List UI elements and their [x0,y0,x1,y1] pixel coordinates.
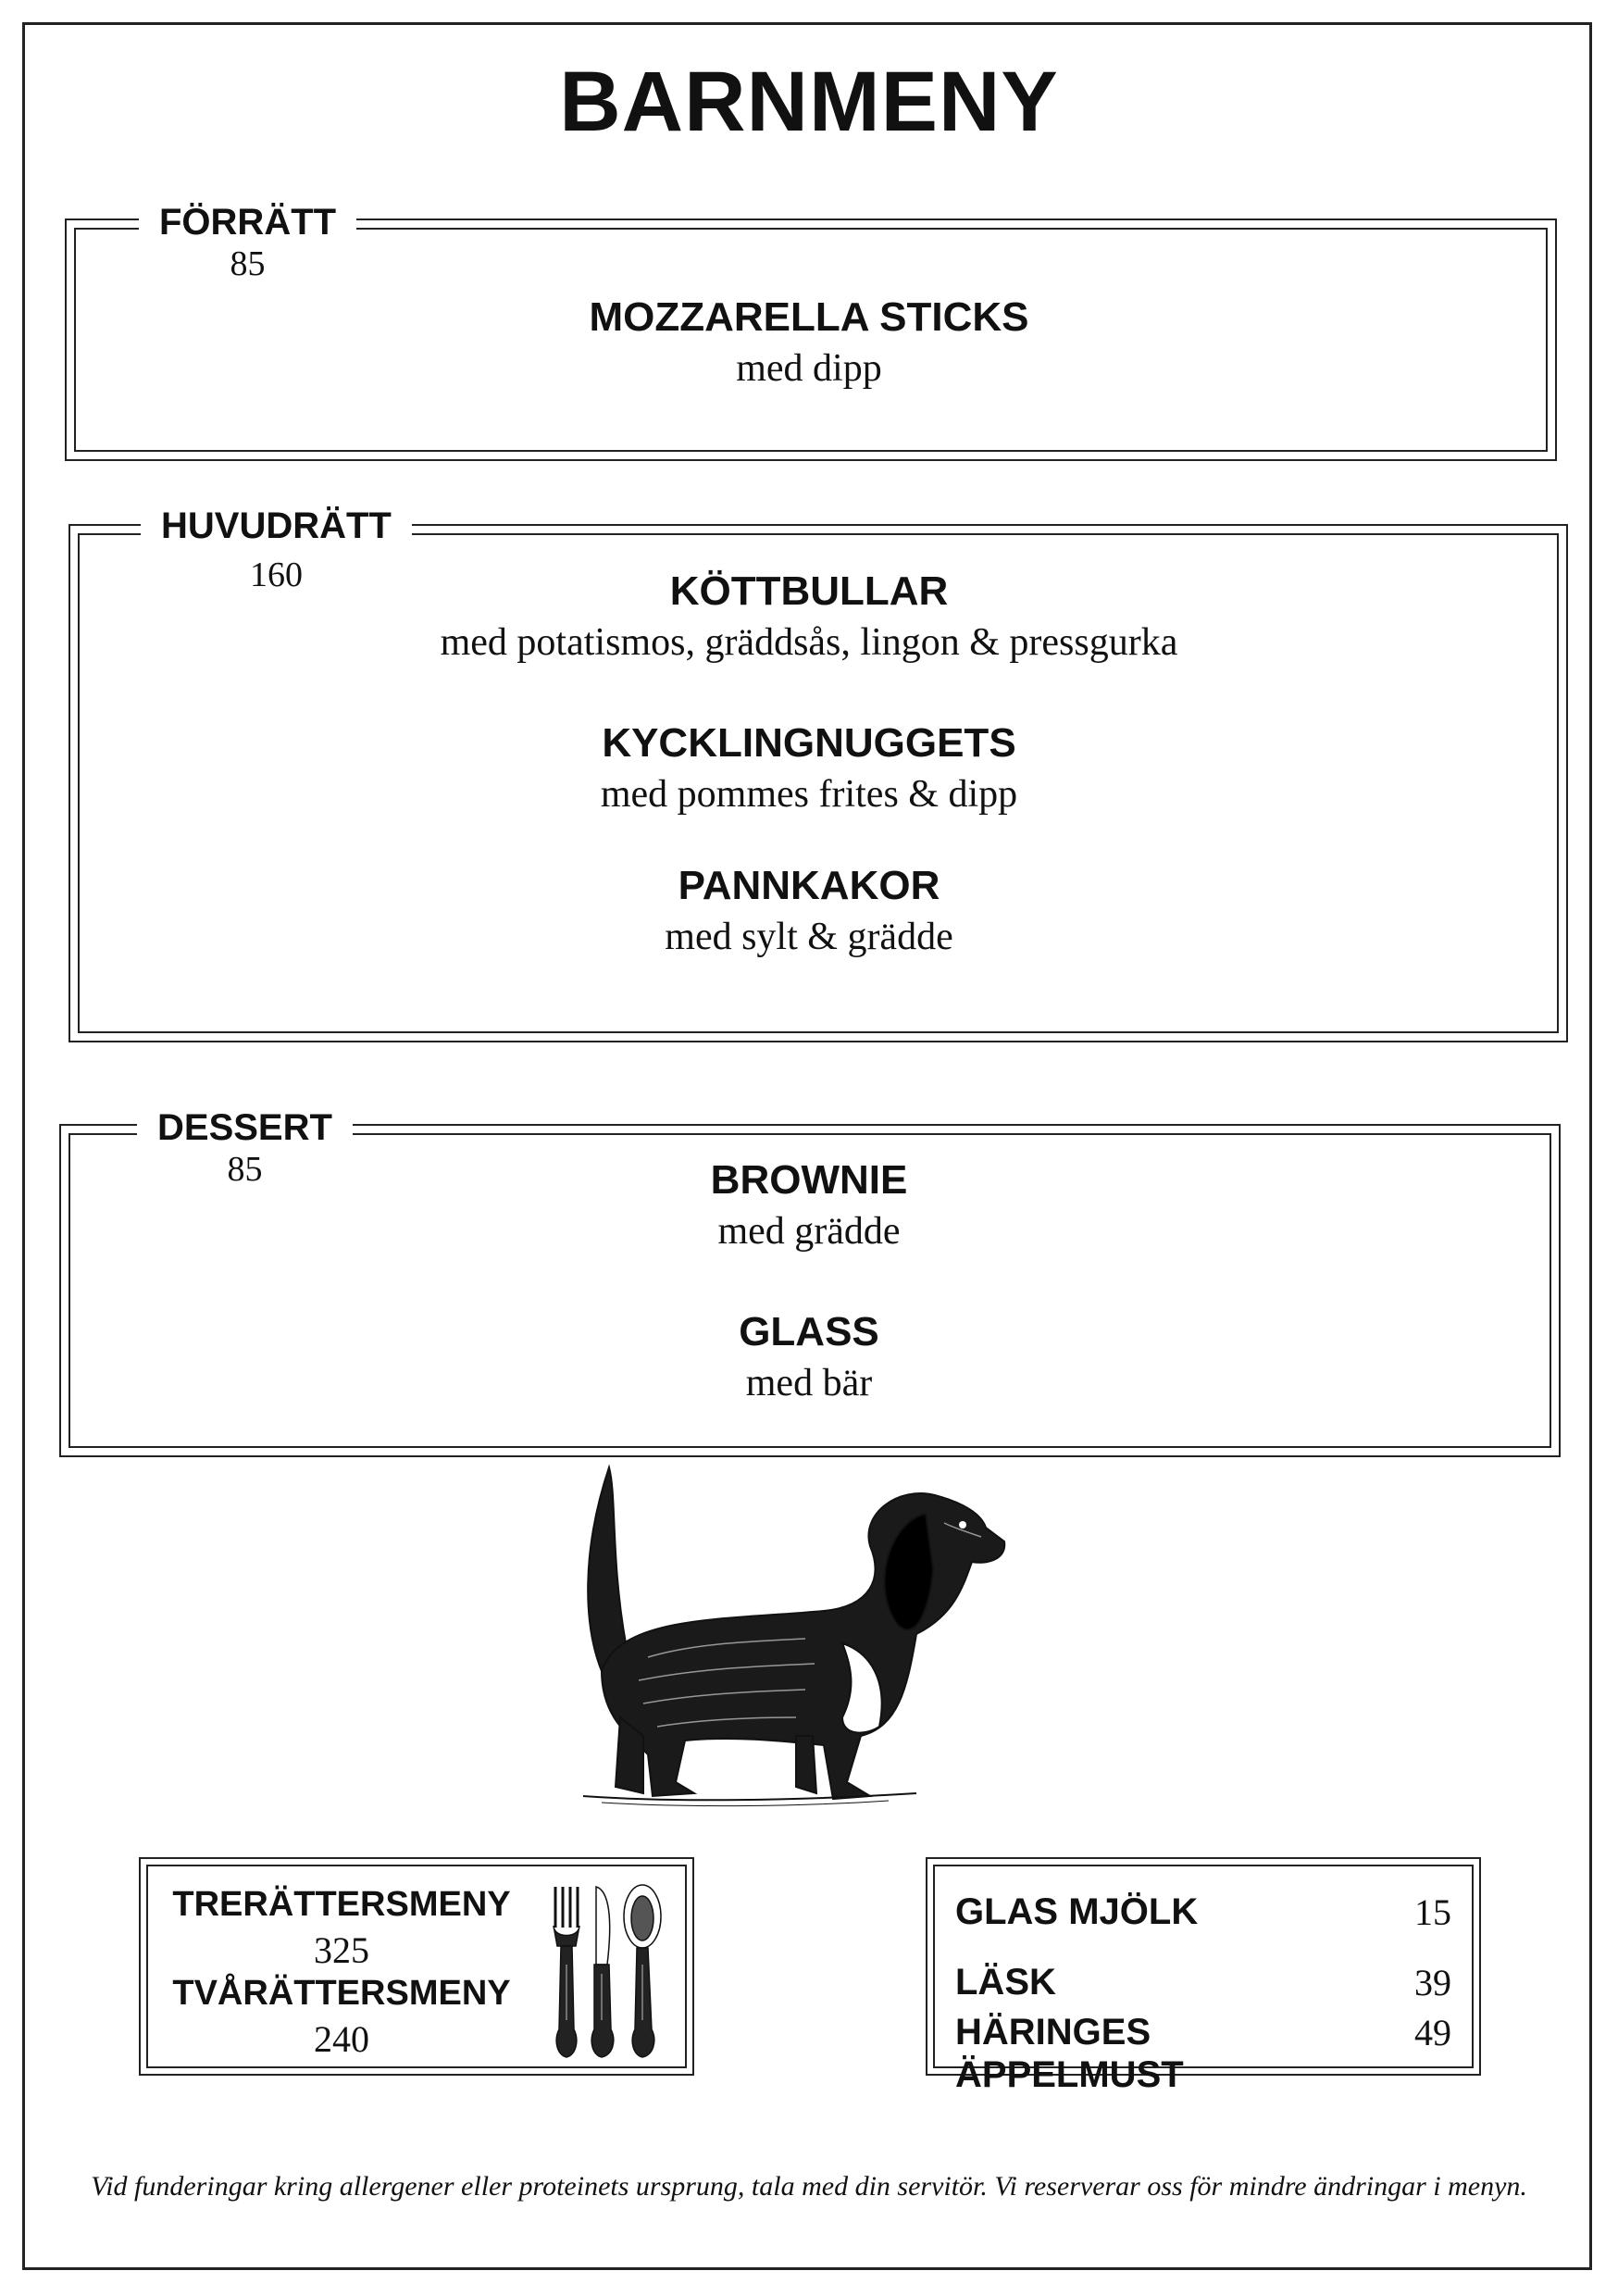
cutlery-illustration [539,1881,668,2063]
drink-row [955,1890,1451,1933]
section-price: 85 [230,244,266,283]
basset-hound-illustration [565,1458,1027,1819]
section-label-forratt [139,202,356,284]
item-name: BROWNIE [710,1157,908,1203]
drink-name: GLAS MJÖLK [955,1891,1199,1932]
combo-price: 240 [314,2018,369,2060]
drink-price: 39 [1414,1962,1451,2003]
item-description: med pommes frites & dipp [600,773,1018,816]
item-description: med bär [745,1362,873,1404]
menu-item [0,294,1618,391]
section-title: HUVUDRÄTT [161,505,392,546]
combo-name: TVÅRÄTTERSMENY [172,1974,511,2013]
combo-name: TRERÄTTERSMENY [172,1885,511,1924]
item-name: GLASS [739,1309,879,1354]
menu-item [0,863,1618,959]
menu-item [0,720,1618,817]
section-title: FÖRRÄTT [159,202,337,243]
menu-item [0,568,1618,665]
combo-menu-box [139,1857,694,2076]
menu-item [0,1157,1618,1254]
item-name: PANNKAKOR [678,863,940,908]
item-name: KÖTTBULLAR [669,568,949,614]
drink-row [955,1961,1451,2003]
drink-name: HÄRINGES ÄPPELMUST [955,2012,1184,2095]
drink-name: LÄSK [955,1962,1056,2003]
item-description: med grädde [717,1210,901,1253]
section-price: 160 [249,555,303,594]
drink-price: 15 [1414,1891,1451,1933]
drink-row [955,2011,1451,2096]
item-name: MOZZARELLA STICKS [589,294,1029,340]
item-name: KYCKLINGNUGGETS [602,720,1016,766]
item-description: med sylt & grädde [665,916,953,958]
combo-entry [161,1885,522,1972]
section-price: 85 [227,1150,263,1189]
item-description: med dipp [736,347,882,390]
combo-price: 325 [314,1929,369,1971]
drink-price: 49 [1414,2012,1451,2053]
combo-entry [161,1974,522,2061]
menu-item [0,1309,1618,1405]
drinks-box [926,1857,1481,2095]
menu-title: BARNMENY [559,55,1059,149]
allergen-footer-note: Vid funderingar kring allergener eller proteinets ursprung, tala med din servitör. Vi reserverar oss för mindre ändringar i menyn. [91,2171,1527,2202]
section-title: DESSERT [157,1107,332,1148]
item-description: med potatismos, gräddsås, lingon & pressgurka [440,621,1178,664]
